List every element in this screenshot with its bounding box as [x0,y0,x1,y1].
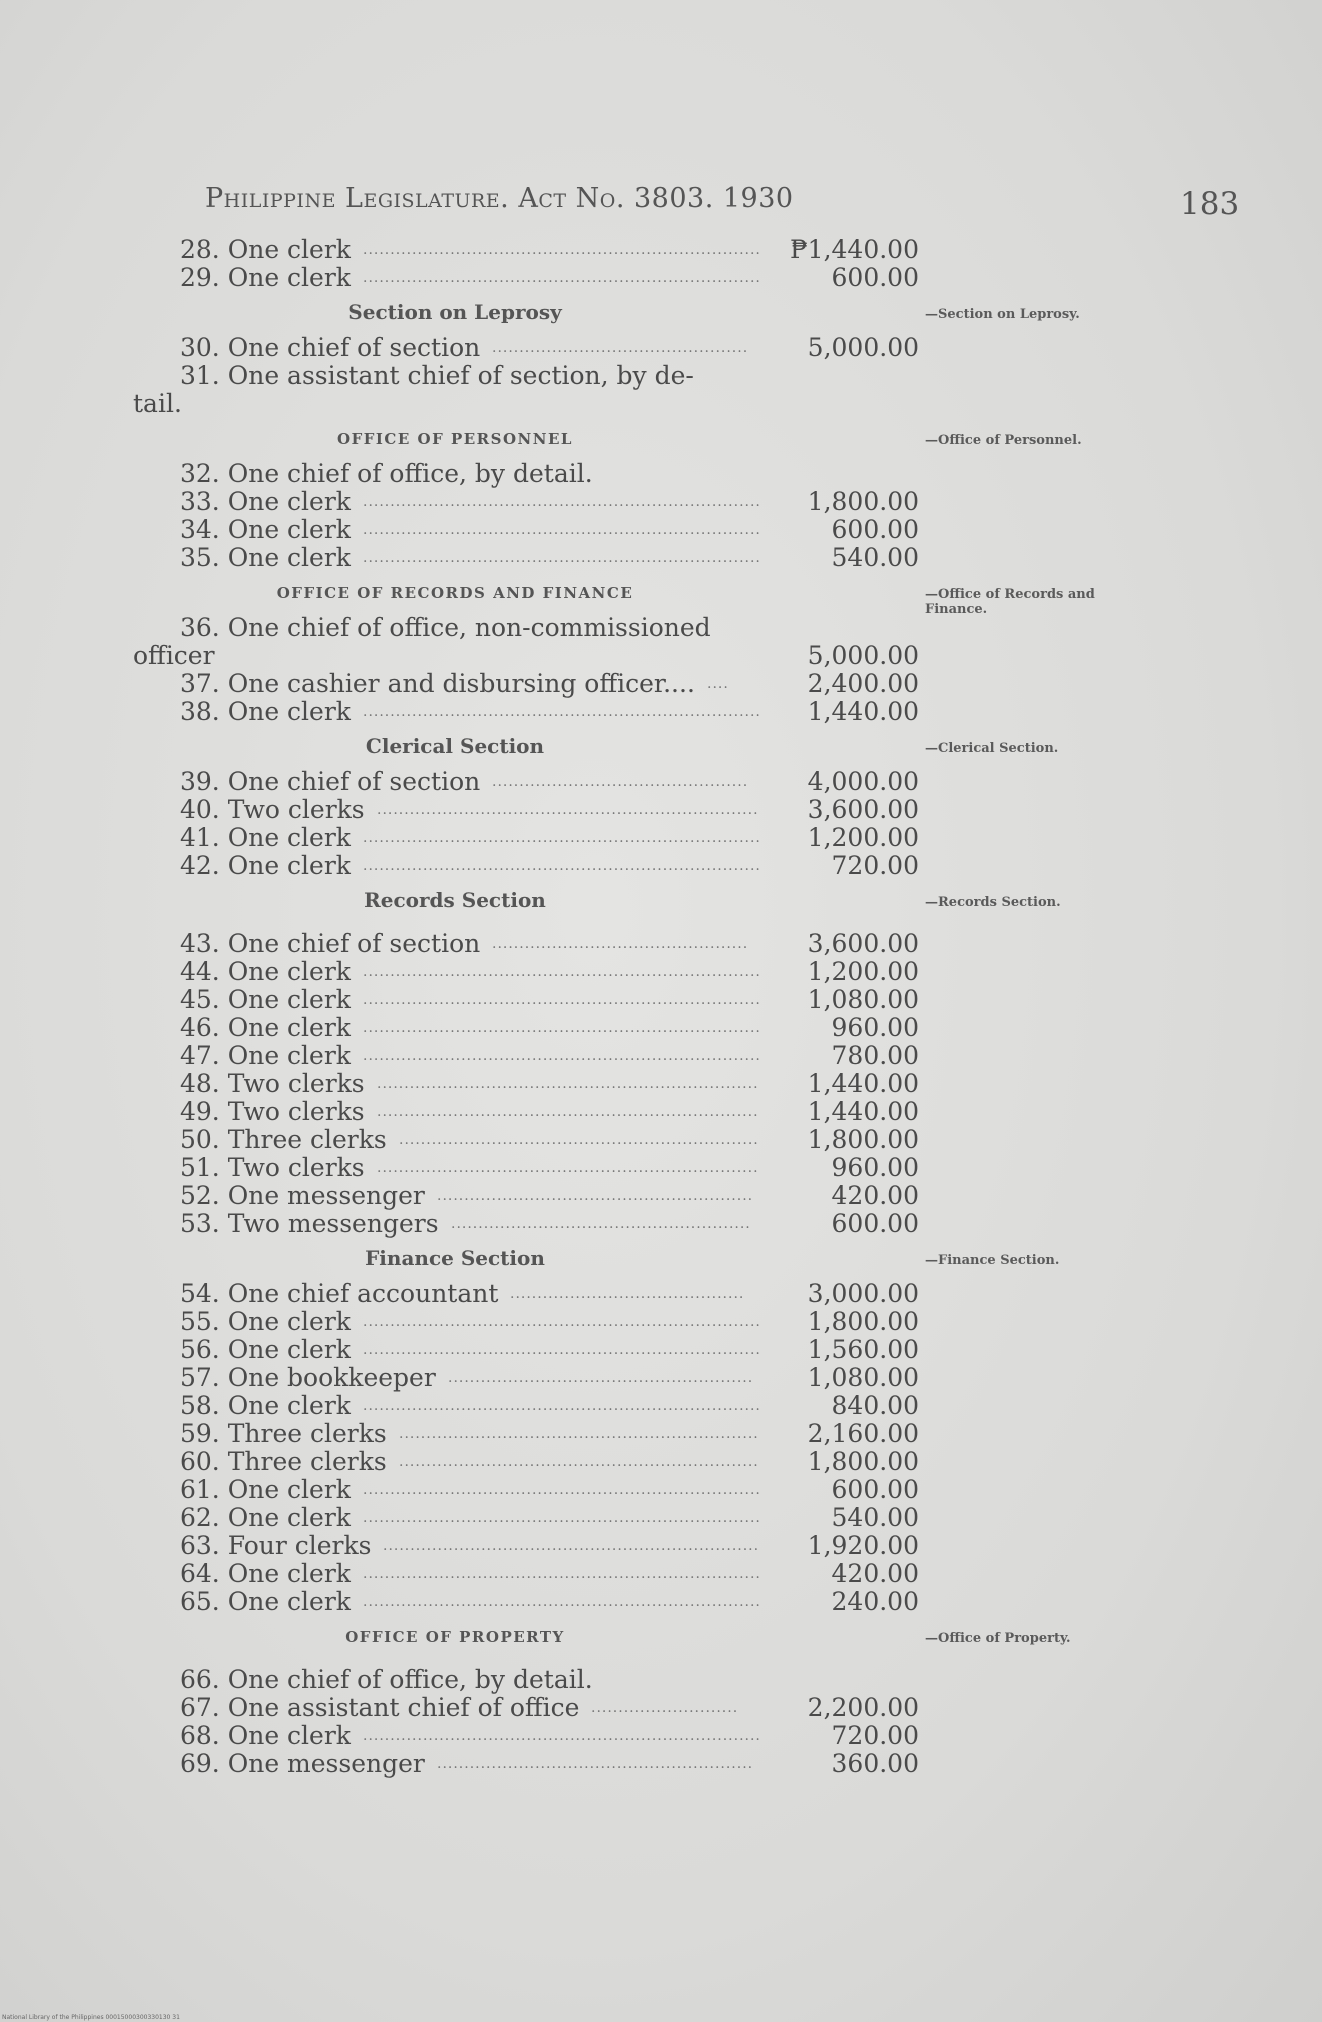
section-title: OFFICE OF PERSONNEL [337,430,573,448]
entry-text: Three clerks [227,1447,387,1476]
dot-leader: ......................................................................... [363,1594,761,1610]
entry-row [0,1420,1322,1448]
entry-text: One clerk [227,851,351,880]
entry-amount: 5,000.00 [807,641,919,670]
entry-amount: 420.00 [831,1181,919,1210]
entry-number: 48. [180,1069,220,1098]
entry-row [0,1126,1322,1154]
group-leprosy [0,334,1322,362]
entry-row [0,1336,1322,1364]
dot-leader: ......................................................................... [363,1728,761,1744]
entry-number: 61. [180,1475,220,1504]
entry-amount: ₱1,440.00 [790,235,919,264]
entry-row [0,236,1322,264]
entry-label [180,544,351,572]
entry-label: 66. One chief of office, by detail. [180,1665,593,1694]
entry-label [180,1588,351,1616]
dot-leader: ......................................................................... [363,964,761,980]
entry-amount: 1,200.00 [807,957,919,986]
dot-leader: ........................................... [510,1286,745,1302]
group-personnel [0,488,1322,572]
dot-leader: ...................................................................... [377,1104,759,1120]
entry-number: 50. [180,1125,220,1154]
group-records [0,930,1322,1238]
entry-text: One clerk [227,1391,351,1420]
entry-number: 34. [180,515,220,544]
dot-leader: ........................................................ [448,1370,754,1386]
entry-label [180,824,351,852]
section-title: Finance Section [365,1246,545,1270]
side-note: —Office of Personnel. [925,433,1082,448]
entry-label [180,698,351,726]
entry-row [0,1364,1322,1392]
entry-number: 44. [180,957,220,986]
entry-amount: 2,400.00 [807,669,919,698]
entry-label: 36. One chief of office, non-commissioned [180,613,711,642]
entry-row [0,1154,1322,1182]
dot-leader: .......................................................... [437,1756,754,1772]
entry-32 [0,460,1322,488]
entry-number: 37. [180,669,220,698]
entry-text: Two clerks [227,1069,365,1098]
entry-number: 54. [180,1279,220,1308]
section-title: Section on Leprosy [348,300,562,324]
entry-amount: 840.00 [831,1391,919,1420]
dot-leader: ......................................................................... [363,270,761,286]
side-note: —Finance Section. [925,1253,1060,1268]
dot-leader: ............................................... [492,340,749,356]
side-note: —Office of Records and Finance. [925,587,1095,617]
dot-leader: .................................................................. [399,1426,759,1442]
entry-number: 63. [180,1531,220,1560]
entry-row [0,930,1322,958]
group-top [0,236,1322,292]
dot-leader: ......................................................................... [363,1510,761,1526]
entry-number: 41. [180,823,220,852]
dot-leader: ......................................................................... [363,494,761,510]
entry-label: 32. One chief of office, by detail. [180,459,593,488]
entry-number: 52. [180,1181,220,1210]
entry-amount: 720.00 [831,851,919,880]
entry-amount: 1,920.00 [807,1531,919,1560]
section-heading-leprosy [0,292,1322,334]
entry-number: 40. [180,795,220,824]
entry-amount: 360.00 [831,1749,919,1778]
entry-row [0,1014,1322,1042]
entry-number: 30. [180,333,220,362]
entry-amount: 3,600.00 [807,929,919,958]
entry-text: Two clerks [227,795,365,824]
section-heading-personnel [0,418,1322,460]
section-heading-finance [0,1238,1322,1280]
entry-row [0,1210,1322,1238]
entry-text: One cashier and disbursing officer.... [227,669,695,698]
entry-row [0,1476,1322,1504]
entry-label [180,1280,498,1308]
entry-amount: 3,600.00 [807,795,919,824]
entry-row [0,1588,1322,1616]
section-title: OFFICE OF RECORDS AND FINANCE [276,584,634,602]
dot-leader: ......................................................................... [363,522,761,538]
document-body [0,236,1322,1778]
entry-amount: 2,200.00 [807,1693,919,1722]
entry-label [180,488,351,516]
entry-label [180,1532,371,1560]
entry-label [180,958,351,986]
section-heading-records-finance [0,572,1322,617]
entry-text: One messenger [227,1181,425,1210]
dot-leader: ......................................................................... [363,1020,761,1036]
entry-amount: 720.00 [831,1721,919,1750]
entry-row [0,698,1322,726]
entry-amount: 540.00 [831,543,919,572]
entry-row [0,1448,1322,1476]
group-finance [0,1280,1322,1616]
entry-amount: 600.00 [831,1475,919,1504]
entry-number: 33. [180,487,220,516]
entry-text: One clerk [227,487,351,516]
dot-leader: ...................................................................... [377,1076,759,1092]
entry-label [180,1722,351,1750]
entry-text: One chief of section [227,767,481,796]
dot-leader: ......................................................................... [363,550,761,566]
entry-amount: 240.00 [831,1587,919,1616]
entry-amount: 2,160.00 [807,1419,919,1448]
entry-amount: 1,080.00 [807,1363,919,1392]
entry-text: Four clerks [227,1531,372,1560]
entry-label-continuation: tail. [133,389,182,418]
entry-row [0,824,1322,852]
entry-label [180,1182,425,1210]
group-records-finance [0,670,1322,726]
section-heading-property [0,1616,1322,1666]
entry-number: 55. [180,1307,220,1336]
side-note: —Section on Leprosy. [925,307,1080,322]
entry-row [0,1694,1322,1722]
entry-label [180,264,351,292]
dot-leader: ......................................................................... [363,1398,761,1414]
entry-label [180,1560,351,1588]
section-heading-records [0,880,1322,930]
entry-amount: 1,800.00 [807,1125,919,1154]
entry-amount: 3,000.00 [807,1279,919,1308]
entry-number: 39. [180,767,220,796]
entry-text: One clerk [227,1475,351,1504]
entry-text: One clerk [227,1587,351,1616]
entry-label [180,670,695,698]
entry-label [180,516,351,544]
entry-number: 28. [180,235,220,264]
entry-row [0,1308,1322,1336]
entry-number: 60. [180,1447,220,1476]
entry-label [180,986,351,1014]
entry-number: 64. [180,1559,220,1588]
entry-amount: 420.00 [831,1559,919,1588]
dot-leader: ......................................................................... [363,1482,761,1498]
entry-text: One clerk [227,543,351,572]
entry-label [180,1070,365,1098]
entry-row [0,334,1322,362]
entry-label: 31. One assistant chief of section, by de- [180,361,694,390]
entry-number: 49. [180,1097,220,1126]
entry-text: Three clerks [227,1125,387,1154]
entry-text: One clerk [227,697,351,726]
entry-row [0,1750,1322,1778]
entry-label [180,1098,365,1126]
entry-36 [0,614,1322,642]
entry-row [0,1560,1322,1588]
dot-leader: ......................................................................... [363,1048,761,1064]
entry-label [180,1448,387,1476]
entry-amount: 780.00 [831,1041,919,1070]
entry-number: 38. [180,697,220,726]
side-note: —Records Section. [925,895,1061,910]
entry-text: One clerk [227,823,351,852]
entry-row [0,1280,1322,1308]
section-title: Records Section [364,888,546,912]
entry-row [0,1182,1322,1210]
entry-label [180,1694,579,1722]
entry-amount: 4,000.00 [807,767,919,796]
entry-number: 53. [180,1209,220,1238]
entry-label [180,1336,351,1364]
entry-text: One clerk [227,957,351,986]
entry-label [180,334,480,362]
entry-row [0,516,1322,544]
entry-number: 42. [180,851,220,880]
entry-text: Two clerks [227,1097,365,1126]
section-title: Clerical Section [365,734,545,758]
entry-row [0,1722,1322,1750]
entry-label [180,796,365,824]
entry-amount: 1,560.00 [807,1335,919,1364]
side-note: —Clerical Section. [925,741,1059,756]
entry-number: 65. [180,1587,220,1616]
entry-label [180,1154,365,1182]
entry-row [0,852,1322,880]
entry-row [0,1392,1322,1420]
entry-row [0,1042,1322,1070]
entry-amount: 1,200.00 [807,823,919,852]
entry-31-continuation [0,390,1322,418]
side-note: —Office of Property. [925,1631,1071,1646]
entry-label [180,1476,351,1504]
dot-leader: .................................................................. [399,1454,759,1470]
entry-row [0,488,1322,516]
dot-leader: ......................................................................... [363,858,761,874]
entry-amount: 1,080.00 [807,985,919,1014]
entry-row [0,544,1322,572]
entry-label-continuation: officer [133,641,215,670]
entry-number: 67. [180,1693,220,1722]
entry-amount: 5,000.00 [807,333,919,362]
entry-number: 62. [180,1503,220,1532]
entry-number: 47. [180,1041,220,1070]
running-header [205,183,794,214]
entry-label [180,852,351,880]
entry-row [0,768,1322,796]
entry-text: One chief of section [227,929,481,958]
entry-label [180,1420,387,1448]
entry-amount: 960.00 [831,1153,919,1182]
entry-row [0,1532,1322,1560]
entry-label [180,1210,439,1238]
dot-leader: .......................................................... [437,1188,754,1204]
entry-amount: 540.00 [831,1503,919,1532]
entry-text: One bookkeeper [227,1363,436,1392]
footer-credit: National Library of the Philippines 00015000300330130 31 [2,2014,180,2021]
entry-number: 46. [180,1013,220,1042]
entry-label [180,1392,351,1420]
entry-label [180,768,480,796]
entry-number: 59. [180,1419,220,1448]
entry-number: 51. [180,1153,220,1182]
entry-text: One clerk [227,1559,351,1588]
entry-number: 29. [180,263,220,292]
entry-row [0,796,1322,824]
entry-label [180,1126,387,1154]
entry-text: One clerk [227,1041,351,1070]
entry-text: One clerk [227,1503,351,1532]
page-number: 183 [1180,186,1240,222]
entry-amount: 600.00 [831,263,919,292]
dot-leader: ..................................................................... [383,1538,760,1554]
dot-leader: ......................................................................... [363,1342,761,1358]
entry-row [0,1098,1322,1126]
entry-66 [0,1666,1322,1694]
entry-number: 57. [180,1363,220,1392]
section-title: OFFICE OF PROPERTY [345,1628,565,1646]
entry-label [180,1750,425,1778]
entry-text: One clerk [227,1721,351,1750]
entry-number: 68. [180,1721,220,1750]
entry-label [180,1308,351,1336]
group-property [0,1694,1322,1778]
group-clerical [0,768,1322,880]
entry-amount: 960.00 [831,1013,919,1042]
dot-leader: ......................................................................... [363,1314,761,1330]
entry-label [180,1364,436,1392]
dot-leader: ............................................... [492,774,749,790]
entry-amount: 600.00 [831,1209,919,1238]
entry-text: One chief accountant [227,1279,499,1308]
dot-leader: .... [707,676,729,692]
entry-text: One chief of section [227,333,481,362]
entry-number: 69. [180,1749,220,1778]
dot-leader: .................................................................. [399,1132,759,1148]
entry-number: 43. [180,929,220,958]
dot-leader: ......................................................................... [363,704,761,720]
entry-text: Two messengers [227,1209,439,1238]
entry-label [180,236,351,264]
entry-text: One messenger [227,1749,425,1778]
entry-36-continuation [0,642,1322,670]
entry-number: 58. [180,1391,220,1420]
entry-text: One clerk [227,985,351,1014]
entry-text: One clerk [227,1335,351,1364]
entry-number: 56. [180,1335,220,1364]
entry-text: One clerk [227,1307,351,1336]
dot-leader: ......................................................................... [363,1566,761,1582]
dot-leader: ......................................................................... [363,242,761,258]
dot-leader: ...................................................................... [377,802,759,818]
entry-text: One clerk [227,1013,351,1042]
entry-number: 35. [180,543,220,572]
dot-leader: ........................... [591,1700,739,1716]
dot-leader: ....................................................... [451,1216,751,1232]
entry-amount: 1,440.00 [807,697,919,726]
entry-text: One clerk [227,263,351,292]
entry-row [0,670,1322,698]
entry-text: One clerk [227,515,351,544]
section-heading-clerical [0,726,1322,768]
entry-amount: 1,800.00 [807,1307,919,1336]
entry-row [0,958,1322,986]
entry-row [0,1504,1322,1532]
dot-leader: ......................................................................... [363,992,761,1008]
entry-text: One assistant chief of office [227,1693,580,1722]
entry-text: Three clerks [227,1419,387,1448]
entry-row [0,1070,1322,1098]
entry-label [180,1014,351,1042]
entry-number: 45. [180,985,220,1014]
dot-leader: ...................................................................... [377,1160,759,1176]
entry-text: One clerk [227,235,351,264]
dot-leader: ......................................................................... [363,830,761,846]
entry-amount: 600.00 [831,515,919,544]
entry-row [0,986,1322,1014]
header-title: Philippine Legislature. Act No. 3803. 1930 [205,183,794,214]
entry-text: Two clerks [227,1153,365,1182]
entry-amount: 1,800.00 [807,1447,919,1476]
entry-label [180,930,480,958]
dot-leader: ............................................... [492,936,749,952]
entry-amount: 1,440.00 [807,1097,919,1126]
entry-31 [0,362,1322,390]
entry-label [180,1042,351,1070]
entry-amount: 1,440.00 [807,1069,919,1098]
entry-label [180,1504,351,1532]
entry-amount: 1,800.00 [807,487,919,516]
entry-row [0,264,1322,292]
